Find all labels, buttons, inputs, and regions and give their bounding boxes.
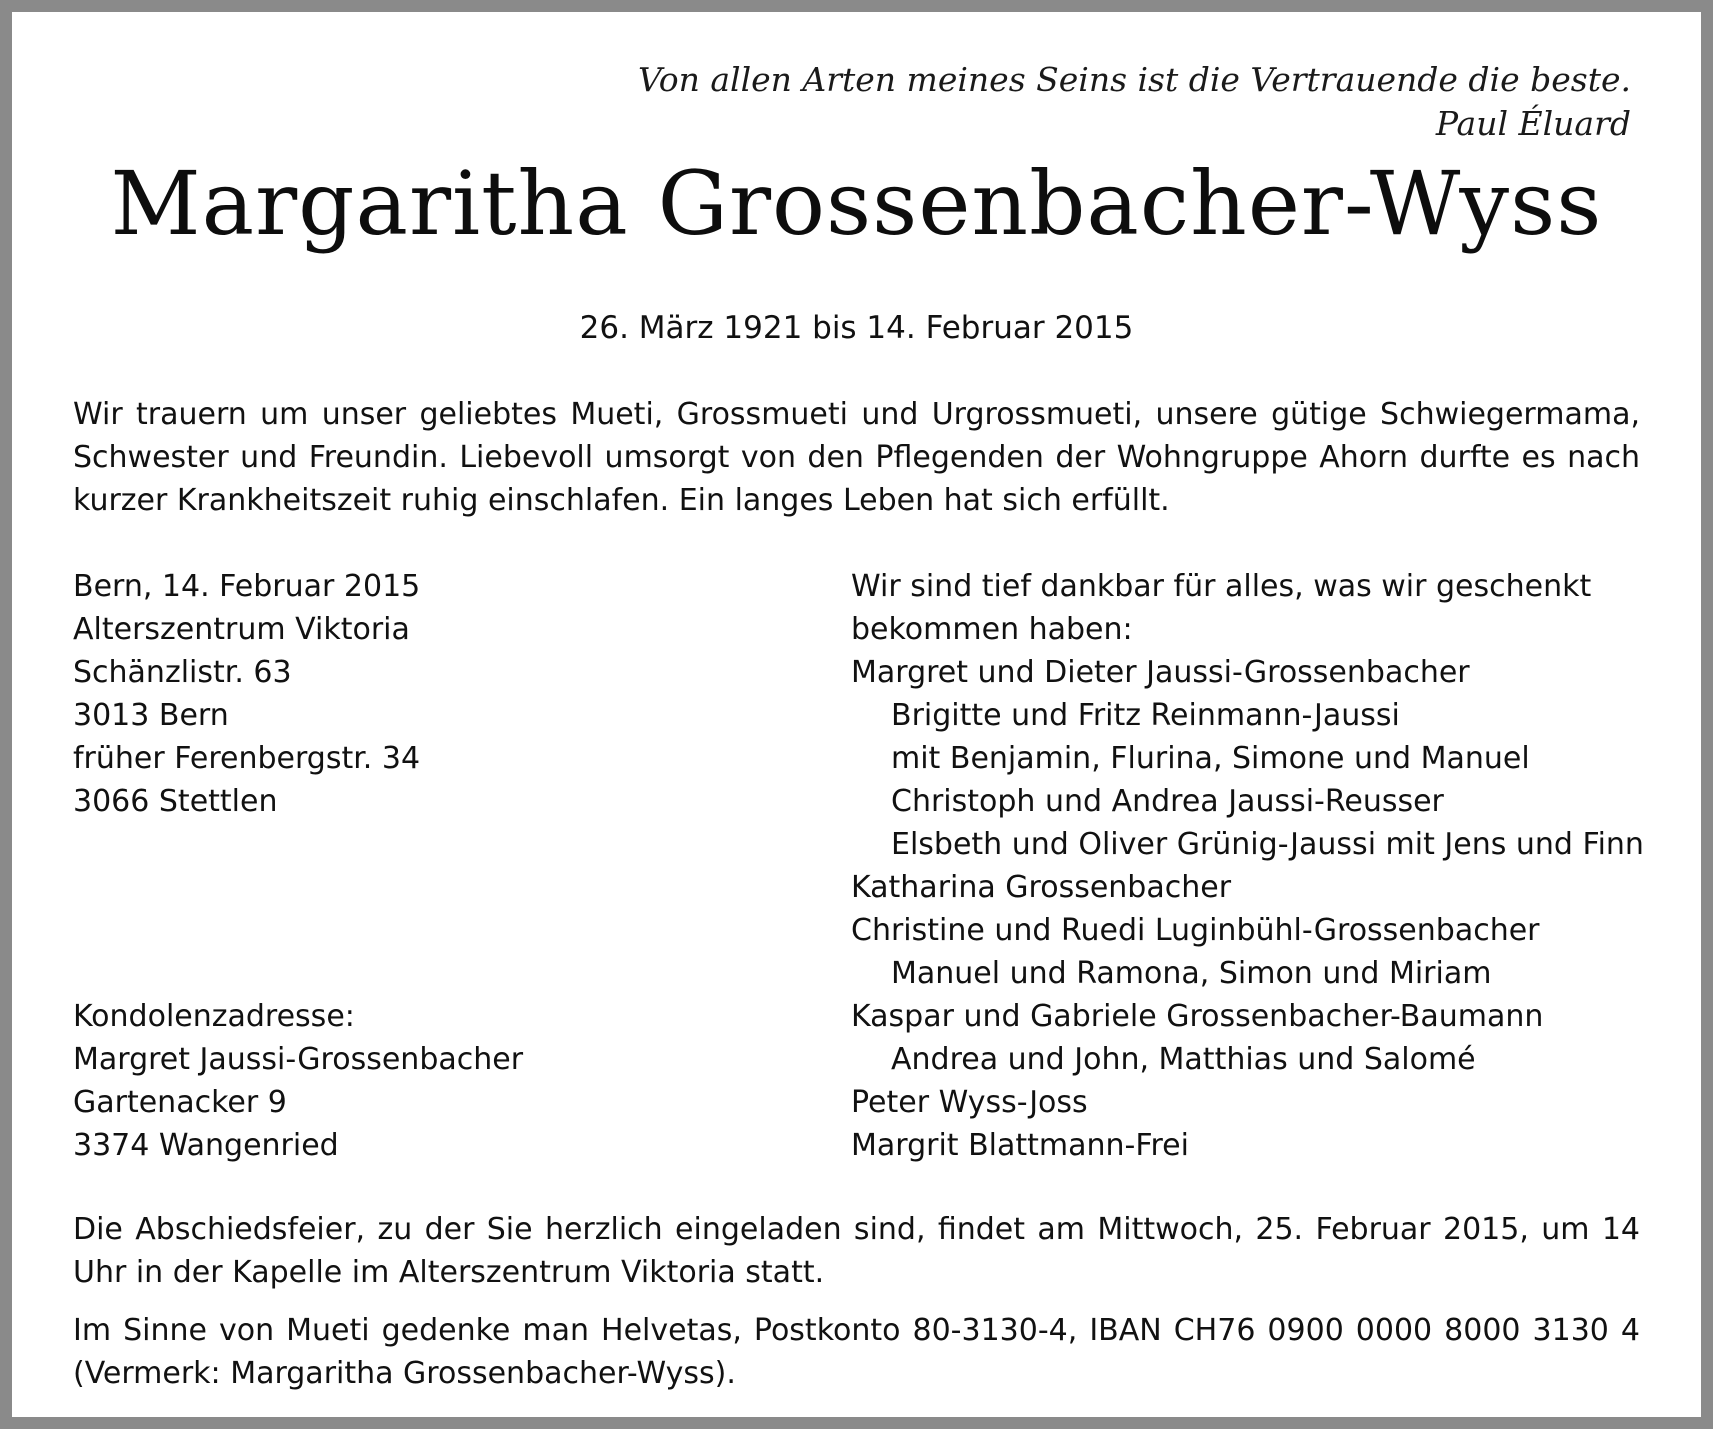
condolence-address-block — [73, 995, 523, 1167]
family-line: Brigitte und Fritz Reinmann-Jaussi — [891, 698, 1400, 733]
address-line: Alterszentrum Viktoria — [73, 612, 410, 647]
address-line: 3013 Bern — [73, 698, 229, 733]
motto-quote: Von allen Arten meines Seins ist die Vertrauende die beste. — [637, 60, 1631, 99]
ceremony-paragraph: Die Abschiedsfeier, zu der Sie herzlich eingeladen sind, findet am Mittwoch, 25. Februar 2015, um 14 Uhr in der Kapelle im Alterszentrum Viktoria statt. — [73, 1212, 1640, 1290]
address-line: 3066 Stettlen — [73, 784, 278, 819]
motto-author: Paul Éluard — [1435, 104, 1631, 143]
address-line: früher Ferenbergstr. 34 — [73, 741, 421, 776]
motto-quote-block — [638, 58, 1631, 146]
deceased-name: Margaritha Grossenbacher-Wyss — [110, 152, 1603, 255]
family-line: Andrea und John, Matthias und Salomé — [891, 1042, 1476, 1077]
family-line: Wir sind tief dankbar für alles, was wir geschenkt — [851, 569, 1592, 604]
address-line: Bern, 14. Februar 2015 — [73, 569, 421, 604]
family-line: Peter Wyss-Joss — [851, 1085, 1088, 1120]
family-line: Margret und Dieter Jaussi-Grossenbacher — [851, 655, 1470, 690]
family-line: Christoph und Andrea Jaussi-Reusser — [891, 784, 1444, 819]
donation-paragraph: Im Sinne von Mueti gedenke man Helvetas, Postkonto 80-3130-4, IBAN CH76 0900 0000 8000 3130 4 (Vermerk: Margaritha Grossenbacher-Wyss). — [73, 1313, 1640, 1391]
condolence-heading: Kondolenzadresse: — [73, 999, 355, 1034]
family-line: Margrit Blattmann-Frei — [851, 1128, 1189, 1163]
family-line: Manuel und Ramona, Simon und Miriam — [891, 956, 1492, 991]
condolence-line: Gartenacker 9 — [73, 1085, 287, 1120]
family-line: mit Benjamin, Flurina, Simone und Manuel — [891, 741, 1530, 776]
condolence-line: 3374 Wangenried — [73, 1128, 339, 1163]
family-line: Kaspar und Gabriele Grossenbacher-Baumann — [851, 999, 1544, 1034]
condolence-line: Margret Jaussi-Grossenbacher — [73, 1042, 524, 1077]
life-dates: 26. März 1921 bis 14. Februar 2015 — [579, 310, 1134, 346]
place-address-block — [73, 565, 420, 823]
address-line: Schänzlistr. 63 — [73, 655, 292, 690]
family-line: Katharina Grossenbacher — [851, 870, 1232, 905]
family-line: Elsbeth und Oliver Grünig-Jaussi mit Jens und Finn — [891, 827, 1644, 862]
intro-paragraph: Wir trauern um unser geliebtes Mueti, Grossmueti und Urgrossmueti, unsere gütige Schwiegermama, Schwester und Freundin. Liebevoll umsorgt von den Pflegenden der Wohngruppe Ahorn durfte es nach kurzer Krankheitszeit ruhig einschlafen. Ein langes Leben hat sich erfüllt. — [73, 397, 1640, 518]
family-line: Christine und Ruedi Luginbühl-Grossenbacher — [851, 913, 1540, 948]
family-line: bekommen haben: — [851, 612, 1133, 647]
family-list — [851, 565, 1644, 1167]
